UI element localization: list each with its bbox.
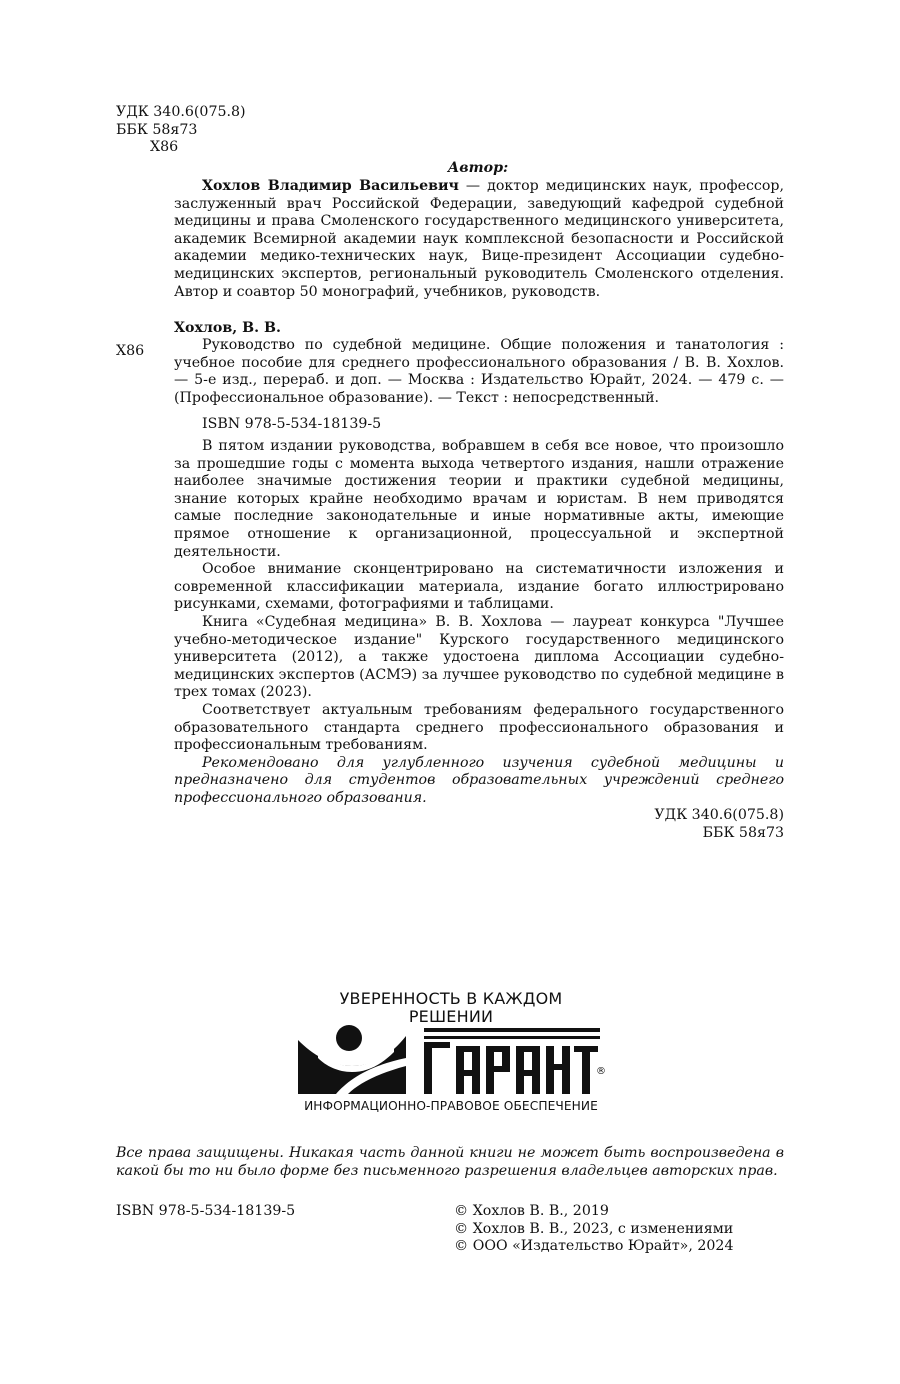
copyright-block — [454, 1203, 733, 1256]
author-mark: Х86 — [150, 139, 179, 156]
rights-notice: Все права защищены. Никакая часть данной книги не может быть воспроизведена в какой бы то ни было форме без письменного разрешения владельцев авторских прав. — [116, 1145, 784, 1179]
author-name: Хохлов Владимир Васильевич — [202, 178, 459, 194]
logo-slogan: УВЕРЕННОСТЬ В КАЖДОМ РЕШЕНИИ — [339, 989, 563, 1026]
annotation — [174, 438, 784, 843]
footer-isbn: ISBN 978-5-534-18139-5 — [116, 1203, 296, 1219]
record-heading: Хохлов, В. В. — [174, 320, 281, 336]
record-description: Руководство по судебной медицине. Общие положения и танатология : учебное пособие для среднего профессионального образования / В. В. Хохлов. — 5-е изд., перераб. и доп. — Москва : Издательство Юрайт, 2024. — 479 с. — (Профессиональное образование). — Текст : непосредственный. — [174, 337, 784, 406]
author-bio — [174, 178, 784, 301]
annotation-paragraph-1: В пятом издании руководства, вобравшем в себя все новое, что произошло за прошедшие годы с момента выхода четвертого издания, нашли отражение наиболее значимые достижения теории и практики судебной медицины, знание которых крайне необходимо врачам и юристам. В нем приводятся самые последние законодательные и иные нормативные акты, имеющие прямое отношение к организационной, процессуальной и экспертной деятельности. — [174, 438, 784, 560]
author-bio-text: — доктор медицинских наук, профессор, заслуженный врач Российской Федерации, заведующий кафедрой судебной медицины и права Смоленского государственного медицинского университета, академик Всемирной академии наук комплексной безопасности и Российской академии медико-технических наук, Вице-президент Ассоциации судебно-медицинских экспертов, региональный руководитель Смоленского отделения. Автор и соавтор 50 монографий, учебников, руководств. — [174, 178, 784, 300]
record-author-mark: Х86 — [116, 343, 145, 359]
classification-block — [116, 104, 246, 157]
garant-emblem — [298, 1025, 406, 1094]
copyright-line: © Хохлов В. В., 2023, с изменениями — [454, 1220, 734, 1237]
garant-wordmark — [424, 1028, 600, 1094]
annotation-paragraph-4: Соответствует актуальным требованиям федерального государственного образовательного стандарта среднего профессионального образования и профессиональным требованиям. — [174, 701, 784, 754]
garant-logo — [296, 1022, 608, 1096]
annotation-udk: УДК 340.6(075.8) — [654, 807, 784, 824]
logo-registered-mark: ® — [596, 1066, 606, 1077]
annotation-bbk: ББК 58я73 — [702, 825, 784, 842]
author-heading: Автор: — [447, 160, 509, 176]
bbk-code: ББК 58я73 — [116, 121, 198, 138]
copyright-line: © Хохлов В. В., 2019 — [454, 1203, 609, 1219]
annotation-paragraph-2: Особое внимание сконцентрировано на систематичности изложения и современной классификации материала, издание богато иллюстрировано рисунками, схемами, фотографиями и таблицами. — [174, 561, 784, 613]
annotation-paragraph-3: Книга «Судебная медицина» В. В. Хохлова — лауреат конкурса "Лучшее учебно-методическое издание" Курского государственного медицинского университета (2012), а также удостоена диплома Ассоциации судебно-медицинских экспертов (АСМЭ) за лучшее руководство по судебной медицине в трех томах (2023). — [174, 613, 784, 701]
record-isbn: ISBN 978-5-534-18139-5 — [202, 416, 382, 432]
copyright-line: © ООО «Издательство Юрайт», 2024 — [454, 1238, 734, 1255]
udk-code: УДК 340.6(075.8) — [116, 104, 246, 120]
annotation-recommendation: Рекомендовано для углубленного изучения судебной медицины и предназначено для студентов образовательных учреждений среднего профессионального образования. — [174, 754, 784, 806]
logo-tagline: ИНФОРМАЦИОННО-ПРАВОВОЕ ОБЕСПЕЧЕНИЕ — [304, 1099, 598, 1113]
